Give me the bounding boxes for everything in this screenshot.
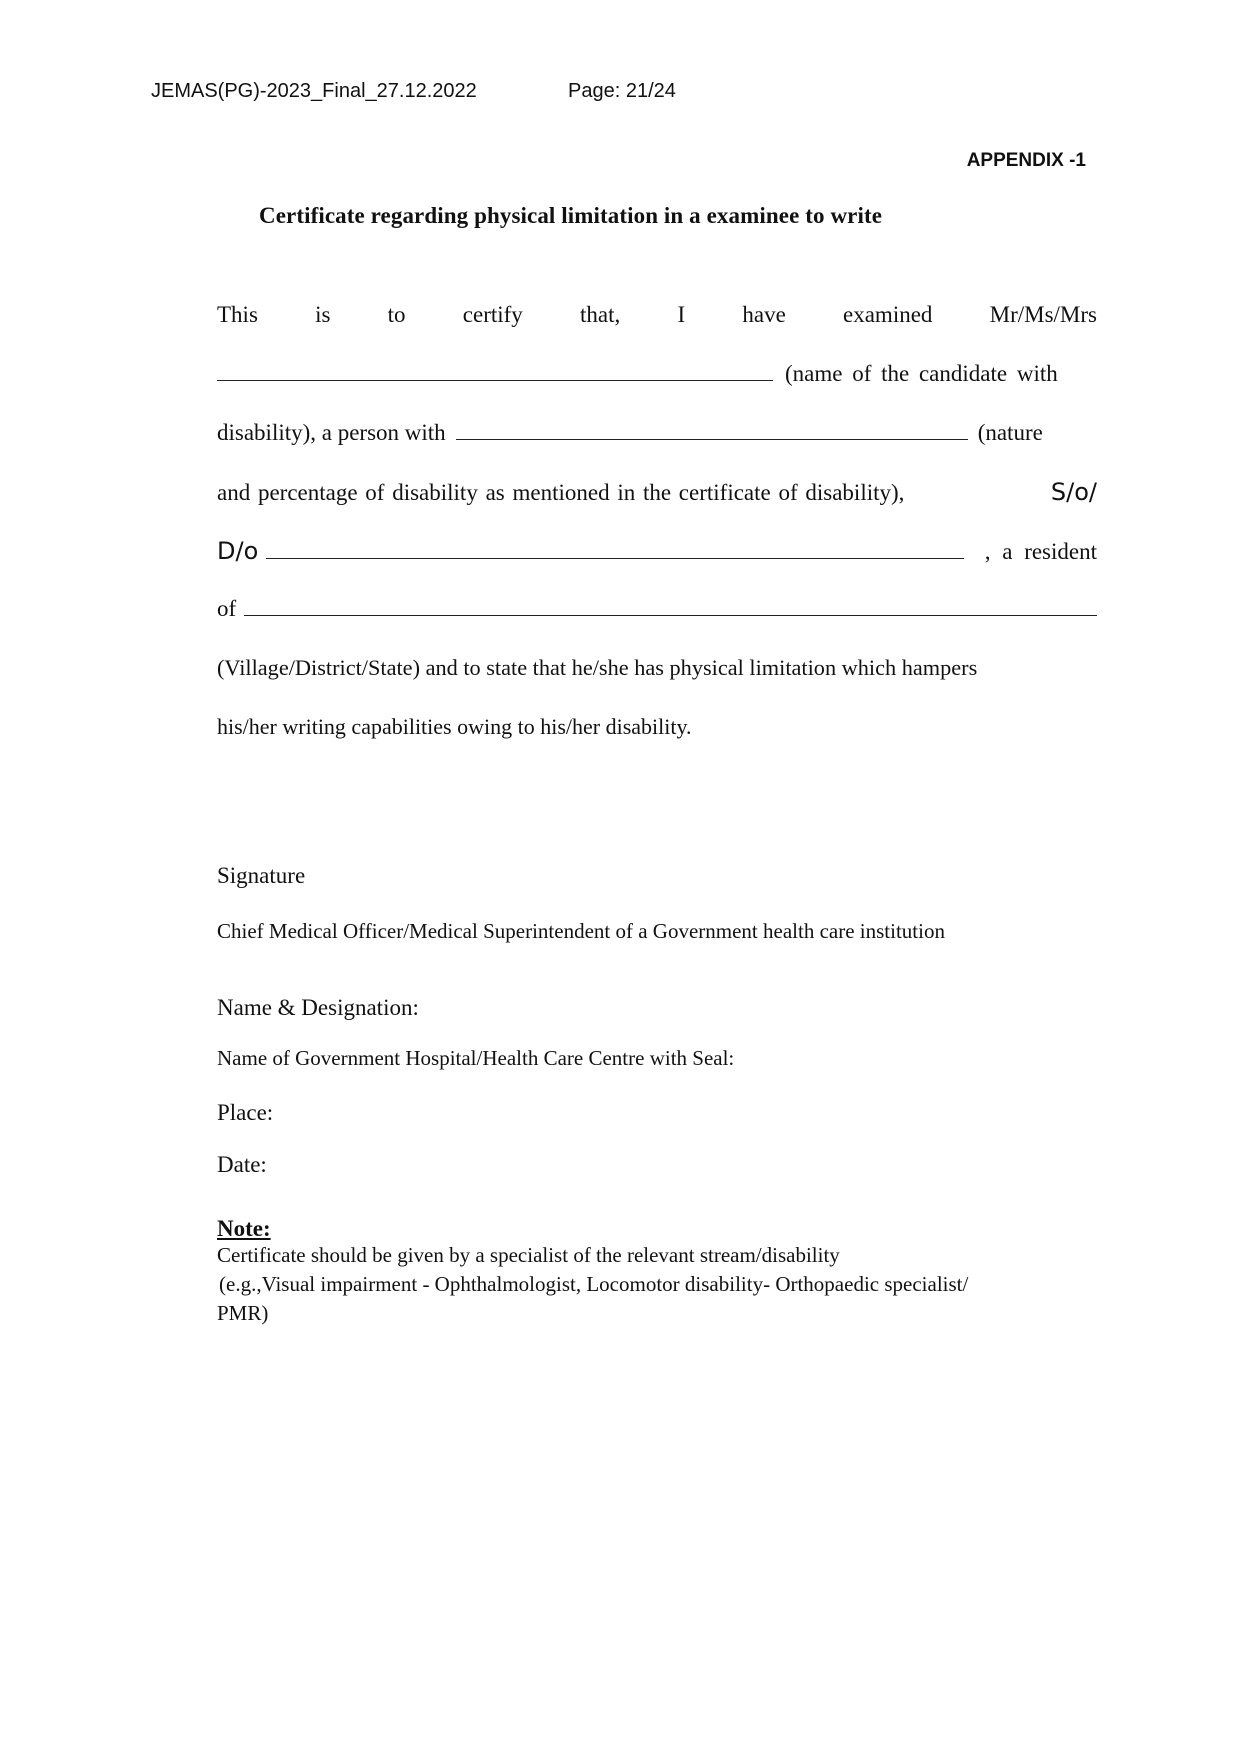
candidate-name-blank[interactable] xyxy=(217,362,773,381)
cert-text: disability), a person with xyxy=(217,420,446,445)
cert-word: certify xyxy=(462,302,523,327)
cert-text: , a resident xyxy=(984,539,1097,564)
cert-word: that, xyxy=(580,302,621,327)
cert-word: is xyxy=(315,302,331,327)
cert-text: (nature xyxy=(977,420,1043,445)
certificate-line-2 xyxy=(217,361,1097,391)
cert-text: (name of the candidate with xyxy=(785,361,1058,386)
certificate-line-1 xyxy=(217,302,1097,332)
cert-text: S/o/ xyxy=(1050,478,1097,506)
certificate-line-3 xyxy=(217,420,1097,450)
note-title: Note: xyxy=(217,1216,271,1241)
cert-word: examined xyxy=(843,302,933,327)
date-label: Date: xyxy=(217,1152,267,1177)
signature-label: Signature xyxy=(217,863,306,888)
certificate-line-6 xyxy=(217,596,1097,626)
certificate-line-7 xyxy=(217,655,1097,685)
certificate-line-8 xyxy=(217,714,1097,744)
cert-word: Mr/Ms/Mrs xyxy=(989,302,1097,327)
appendix-label: APPENDIX -1 xyxy=(966,150,1086,171)
certificate-line-4 xyxy=(217,478,1097,508)
residence-blank[interactable] xyxy=(244,597,1097,616)
name-designation-label: Name & Designation: xyxy=(217,995,419,1020)
place-label: Place: xyxy=(217,1100,274,1125)
cert-text: and percentage of disability as mentioned in the certificate of disability), xyxy=(217,480,905,505)
officer-designation: Chief Medical Officer/Medical Superintendent of a Government health care institution xyxy=(217,919,945,943)
note-line-3: PMR) xyxy=(217,1301,269,1325)
cert-text: of xyxy=(217,596,237,621)
parent-name-blank[interactable] xyxy=(266,540,964,559)
page-number: Page: 21/24 xyxy=(568,80,676,102)
cert-text: his/her writing capabilities owing to his/her disability. xyxy=(217,714,692,739)
cert-text: D/o xyxy=(217,537,259,565)
page-title: Certificate regarding physical limitation in a examinee to write xyxy=(259,203,883,228)
cert-word: This xyxy=(217,302,258,327)
certificate-line-5 xyxy=(217,537,1097,567)
cert-text: (Village/District/State) and to state that he/she has physical limitation which hampers xyxy=(217,655,978,680)
note-line-2: (e.g.,Visual impairment - Ophthalmologist, Locomotor disability- Orthopaedic specialist/ xyxy=(219,1272,969,1296)
document-id: JEMAS(PG)-2023_Final_27.12.2022 xyxy=(151,80,477,102)
cert-word: have xyxy=(742,302,786,327)
note-line-1: Certificate should be given by a specialist of the relevant stream/disability xyxy=(217,1243,840,1267)
cert-word: to xyxy=(387,302,406,327)
hospital-label: Name of Government Hospital/Health Care Centre with Seal: xyxy=(217,1046,735,1070)
disability-nature-blank[interactable] xyxy=(456,421,968,440)
cert-word: I xyxy=(677,302,686,327)
